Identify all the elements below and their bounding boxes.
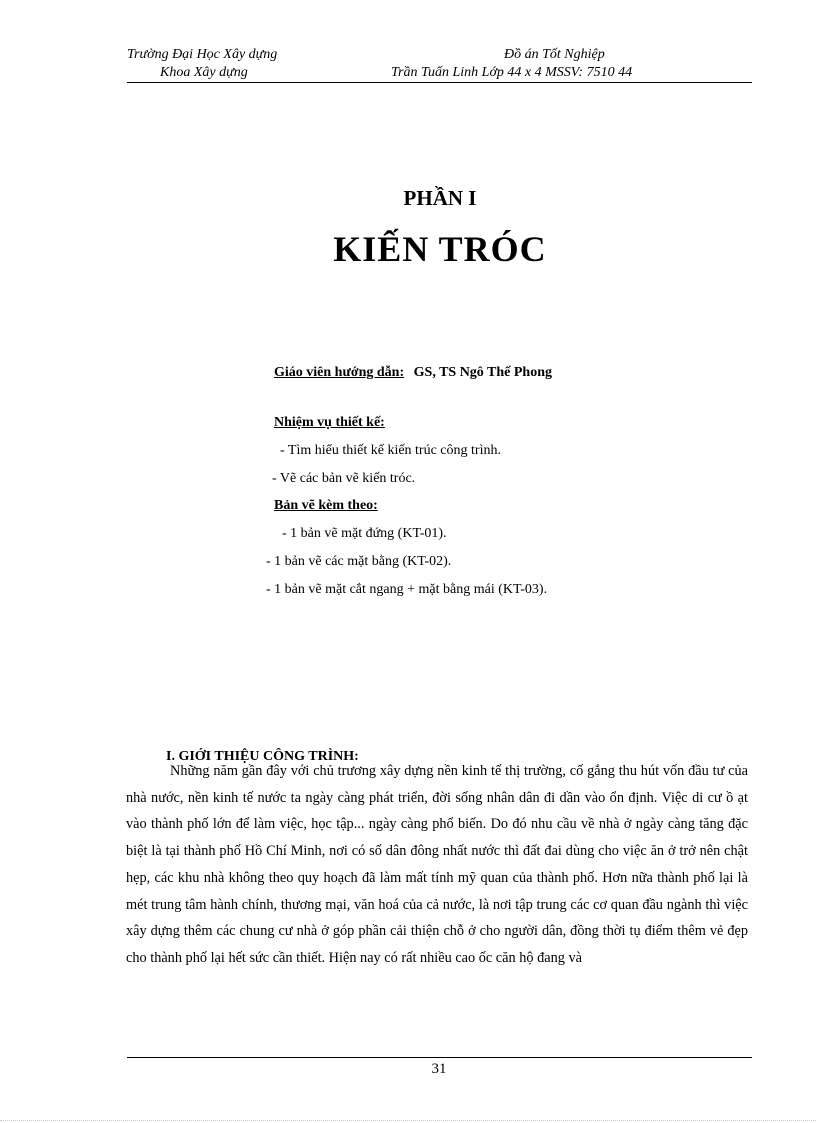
page-number: 31 <box>431 1061 447 1077</box>
task-label: Nhiệm vụ thiết kế: <box>274 415 385 430</box>
task-item: - Vẽ các bản vẽ kiến tróc. <box>272 471 416 486</box>
advisor-label: Giáo viên hướng dẫn: <box>274 365 405 380</box>
drawings-label: Bản vẽ kèm theo: <box>274 498 378 513</box>
header-faculty: Khoa Xây dựng <box>160 65 248 80</box>
drawing-item: - 1 bản vẽ mặt cắt ngang + mặt bằng mái (KT-03). <box>266 582 548 597</box>
page-bottom-border <box>0 1120 816 1121</box>
advisor-line <box>274 365 552 381</box>
header-school: Trường Đại Học Xây dựng <box>127 47 278 62</box>
main-title: KIẾN TRÓC <box>333 229 547 269</box>
drawing-item: - 1 bản vẽ mặt đứng (KT-01). <box>282 526 447 541</box>
footer-rule <box>127 1057 752 1058</box>
header-rule <box>127 82 752 83</box>
task-item: - Tìm hiểu thiết kế kiến trúc công trình. <box>280 443 501 458</box>
header-student: Trần Tuấn Linh Lớp 44 x 4 MSSV: 7510 44 <box>391 65 633 80</box>
part-title: PHẦN I <box>403 186 477 210</box>
section-paragraph: Những năm gần đây với chủ trương xây dựng nền kinh tế thị trường, cố gắng thu hút vốn đầu tư của nhà nước, nền kinh tế nước ta ngày càng phát triển, đời sống nhân dân đi dần vào ổn định. Việc di cư ồ ạt vào thành phố lớn để làm việc, học tập... ngày càng phổ biến. Do đó nhu cầu về nhà ở ngày càng tăng đặc biệt là tại thành phố Hồ Chí Minh, nơi có số dân đông nhất nước thì đất đai dùng cho việc ăn ở trở nên chật hẹp, các khu nhà không theo quy hoạch đã làm mất tính mỹ quan của thành phố. Hơn nữa thành phố lại là mét trung tâm hành chính, thương mại, văn hoá của cả nước, là nơi tập trung các cơ quan đầu ngành thì việc xây dựng thêm các chung cư nhà ở góp phần cải thiện chỗ ở cho người dân, đồng thời tụ điểm thêm vẻ đẹp cho thành phố lại hết sức cần thiết. Hiện nay có rất nhiều cao ốc căn hộ đang và <box>126 763 748 966</box>
section-heading: I. GIỚI THIỆU CÔNG TRÌNH: <box>166 749 359 764</box>
header-project: Đồ án Tốt Nghiệp <box>504 47 605 62</box>
drawing-item: - 1 bản vẽ các mặt bằng (KT-02). <box>266 554 452 569</box>
section-body <box>126 758 748 972</box>
advisor-name: GS, TS Ngô Thế Phong <box>413 365 553 380</box>
